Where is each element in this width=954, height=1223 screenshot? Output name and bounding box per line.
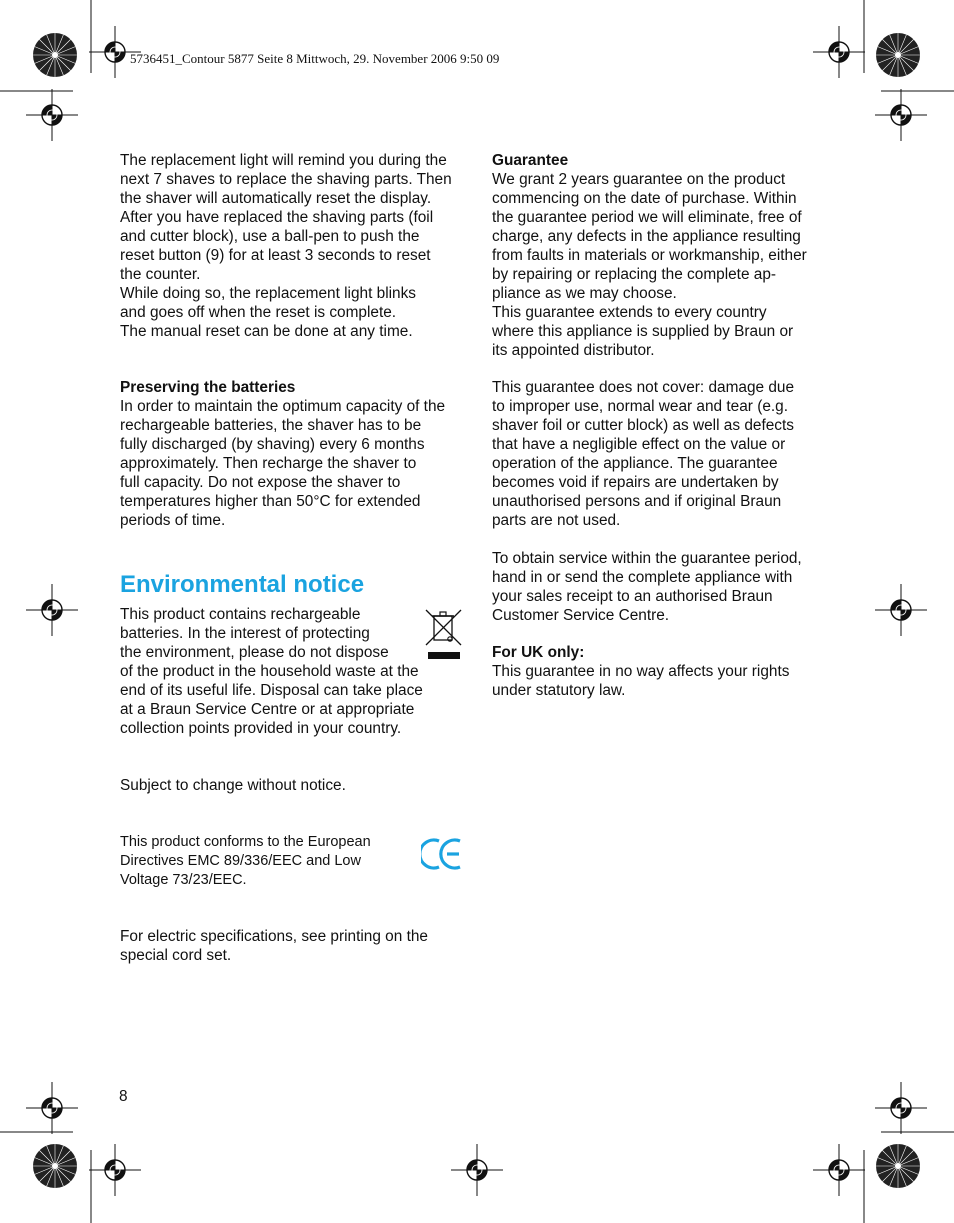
guarantee-exclusions: This guarantee does not cover: damage due to improper use, normal wear and tear (e.g. shaver foil or cutter block) as well as defects that have a negligible effect on the value or operation of the appliance. The guarantee becomes void if repairs are undertaken by unauthorised persons and if original Braun parts are not used. [492,379,795,529]
uk-heading: For UK only: [492,644,585,661]
batteries-text: In order to maintain the optimum capacity of the rechargeable batteries, the shaver has to be fully discharged (by shaving) every 6 months approximately. Then recharge the shaver to full capacity. Do not expose the shaver to temperatures higher than 50°C for extended periods of time. [120,398,446,529]
conformity-text: This product conforms to the European Directives EMC 89/336/EEC and Low Voltage 73/23/EEC. [120,834,371,888]
uk-text: This guarantee in no way affects your rights under statutory law. [492,663,790,699]
batteries-heading: Preserving the batteries [120,379,296,396]
change-notice: Subject to change without notice. [120,777,346,794]
guarantee-heading: Guarantee [492,152,569,169]
page-number: 8 [119,1088,128,1105]
print-slug: 5736451_Contour 5877 Seite 8 Mittwoch, 29. November 2006 9:50 09 [130,51,500,66]
replacement-light-text: The replacement light will remind you during the next 7 shaves to replace the shaving parts. Then the shaver will automatically reset the display. After you have replaced the shaving parts (foil and cutter block), use a ball-pen to push the reset button (9) for at least 3 seconds to reset the counter. While doing so, the replacement light blinks and goes off when the reset is complete. The manual reset can be done at any time. [120,152,452,340]
guarantee-text: We grant 2 years guarantee on the product commencing on the date of purchase. Within the guarantee period we will eliminate, free of charge, any defects in the appliance resulting from faults in materials or workmanship, either by repairing or replacing the complete ap- pliance as we may choose. This guarantee extends to every country where this appliance is supplied by Braun or its appointed distributor. [492,171,807,359]
service-text: To obtain service within the guarantee period, hand in or send the complete appliance with your sales receipt to an authorised Braun Customer Service Centre. [492,550,802,624]
electric-spec-text: For electric specifications, see printing on the special cord set. [120,928,428,964]
environmental-notice-title: Environmental notice [120,571,365,598]
env-text: of the product in the household waste at the end of its useful life. Disposal can take place at a Braun Service Centre or at appropriate collection points provided in your country. [120,663,423,737]
env-text-wrap: This product contains rechargeable batteries. In the interest of protecting the environment, please do not dispose [120,606,389,661]
